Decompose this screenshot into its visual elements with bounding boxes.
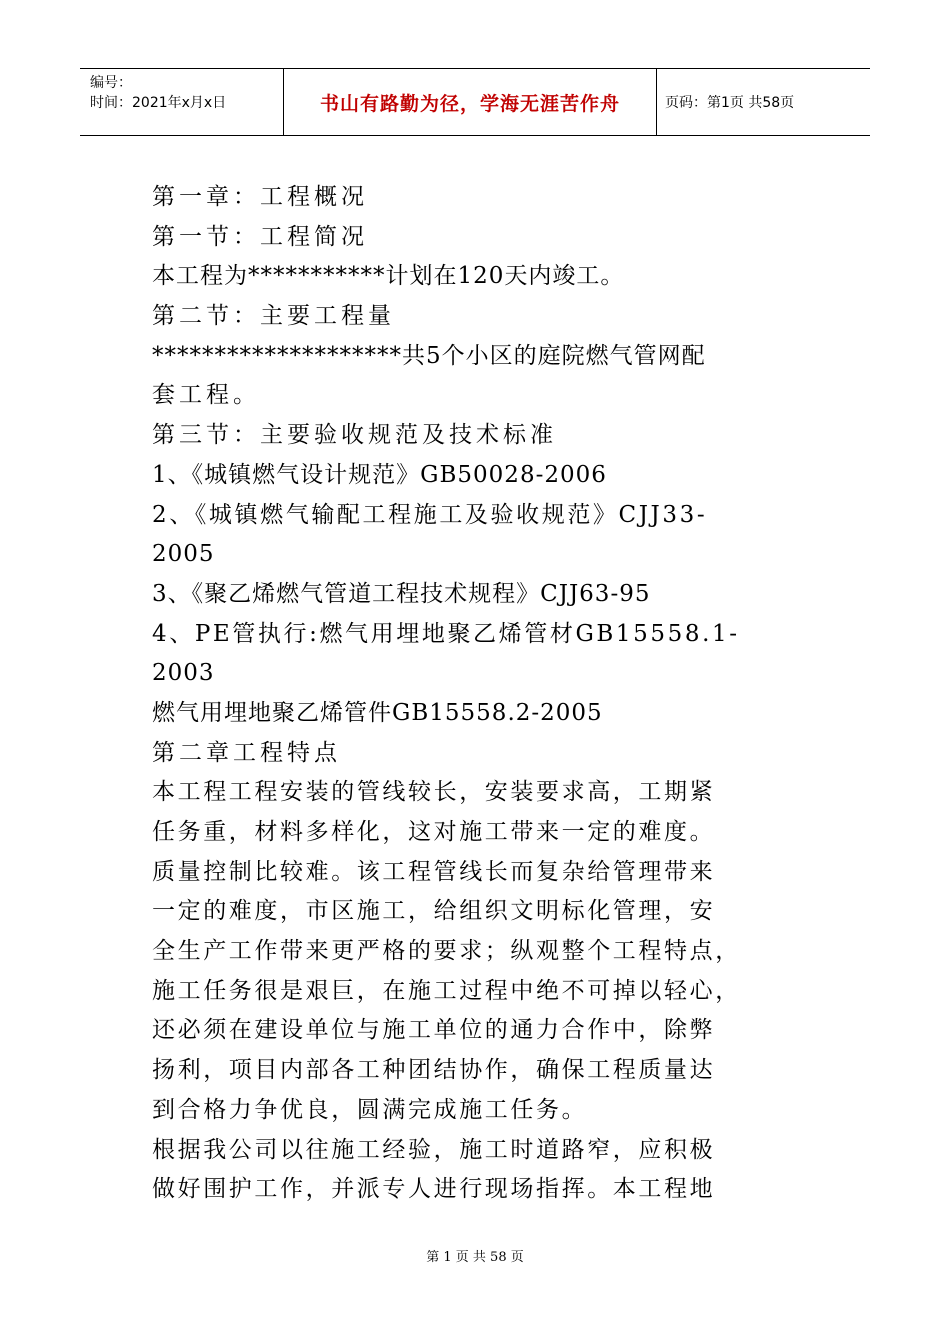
body-line: 做好围护工作，并派专人进行现场指挥。本工程地 <box>152 1176 716 1203</box>
body-line: 质量控制比较难。该工程管线长而复杂给管理带来 <box>152 858 716 885</box>
chapter-heading: 第二章工程特点 <box>152 739 341 766</box>
section-heading: 第三节：主要验收规范及技术标准 <box>152 422 557 449</box>
header-page-info: 页码：第1页 共58页 <box>665 95 795 111</box>
body-line: 本工程为***********计划在120天内竣工。 <box>152 263 625 290</box>
body-line: 任务重，材料多样化，这对施工带来一定的难度。 <box>152 819 716 845</box>
body-line: 2003 <box>152 660 215 687</box>
body-line: 本工程工程安装的管线较长，安装要求高，工期紧 <box>152 779 716 806</box>
body-line: 全生产工作带来更严格的要求；纵观整个工程特点， <box>152 938 741 965</box>
chapter-heading: 第一章：工程概况 <box>152 184 368 210</box>
body-line: 施工任务很是艰巨，在施工过程中绝不可掉以轻心， <box>152 977 741 1004</box>
section-heading: 第二节：主要工程量 <box>152 303 395 330</box>
document-body <box>152 178 802 1210</box>
body-line: 2005 <box>152 541 215 568</box>
body-line: 还必须在建设单位与施工单位的通力合作中，除弊 <box>152 1017 716 1044</box>
section-heading: 第一节：工程简况 <box>152 223 368 250</box>
header-meta <box>80 69 283 135</box>
body-line: 扬利，项目内部各工种团结协作，确保工程质量达 <box>152 1057 716 1084</box>
body-line: 一定的难度，市区施工，给组织文明标化管理，安 <box>152 898 716 925</box>
standard-item: 1、《城镇燃气设计规范》GB50028-2006 <box>152 461 607 488</box>
body-line: ********************共5个小区的庭院燃气管网配 <box>152 342 706 369</box>
document-time-label: 时间：2021年x月x日 <box>90 95 227 111</box>
standard-item: 3、《聚乙烯燃气管道工程技术规程》CJJ63-95 <box>152 580 651 607</box>
body-line: 套工程。 <box>152 382 260 409</box>
header-motto: 书山有路勤为径，学海无涯苦作舟 <box>283 69 657 135</box>
document-number-label: 编号： <box>90 75 132 91</box>
body-line: 燃气用埋地聚乙烯管件GB15558.2-2005 <box>152 699 603 726</box>
standard-item: 2、《城镇燃气输配工程施工及验收规范》CJJ33- <box>152 501 708 528</box>
page-header <box>80 68 870 136</box>
standard-item: 4、PE管执行:燃气用埋地聚乙烯管材GB15558.1- <box>152 620 740 647</box>
body-line: 到合格力争优良，圆满完成施工任务。 <box>152 1096 588 1123</box>
body-line: 根据我公司以往施工经验，施工时道路窄，应积极 <box>152 1136 716 1163</box>
page-footer: 第 1 页 共 58 页 <box>426 1250 524 1265</box>
